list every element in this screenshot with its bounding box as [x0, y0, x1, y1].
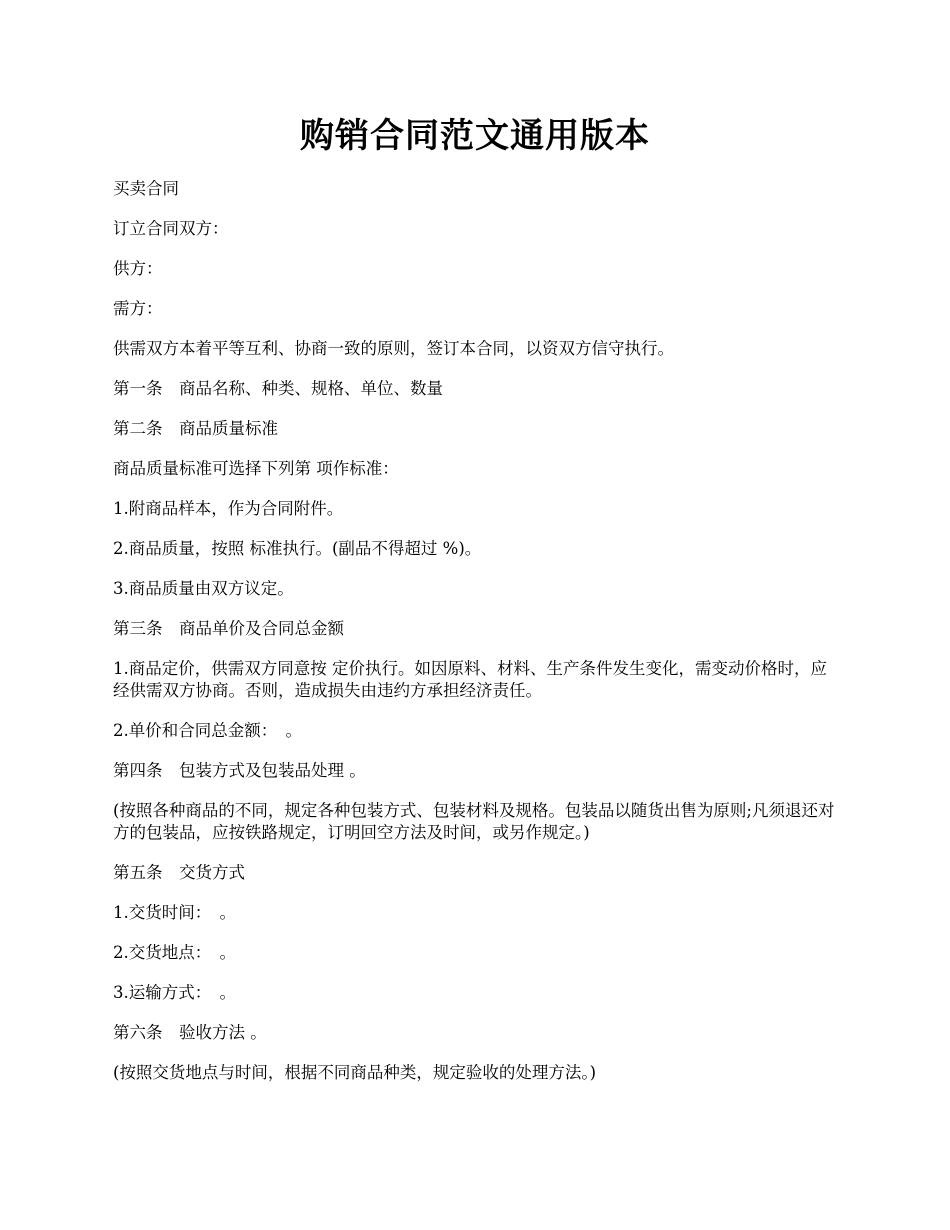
- article-2-item-2: 2.商品质量，按照 标准执行。(副品不得超过 %)。: [113, 539, 482, 558]
- article-2-heading: 第二条 商品质量标准: [113, 419, 278, 438]
- paragraph-preamble: 供需双方本着平等互利、协商一致的原则，签订本合同，以资双方信守执行。: [113, 339, 674, 358]
- article-2-intro: 商品质量标准可选择下列第 项作标准：: [113, 459, 399, 478]
- article-5-item-1: 1.交货时间： 。: [113, 903, 236, 922]
- paragraph-buyer: 需方：: [113, 299, 163, 318]
- article-3-heading: 第三条 商品单价及合同总金额: [113, 619, 344, 638]
- article-6-note: (按照交货地点与时间，根据不同商品种类，规定验收的处理方法。): [113, 1063, 597, 1082]
- paragraph-supplier: 供方：: [113, 259, 163, 278]
- article-1-heading: 第一条 商品名称、种类、规格、单位、数量: [113, 379, 443, 398]
- article-6-heading: 第六条 验收方法 。: [113, 1023, 267, 1042]
- article-2-item-1: 1.附商品样本，作为合同附件。: [113, 499, 344, 518]
- paragraph-contract-type: 买卖合同: [113, 179, 179, 198]
- article-5-heading: 第五条 交货方式: [113, 863, 245, 882]
- article-4-heading: 第四条 包装方式及包装品处理 。: [113, 761, 366, 780]
- article-4-note: (按照各种商品的不同，规定各种包装方式、包装材料及规格。包装品以随货出售为原则;凡须退还对方的包装品，应按铁路规定，订明回空方法及时间，或另作规定。): [113, 801, 835, 842]
- article-5-item-2: 2.交货地点： 。: [113, 943, 236, 962]
- document-body: [113, 178, 843, 1102]
- article-3-item-1: 1.商品定价，供需双方同意按 定价执行。如因原料、材料、生产条件发生变化，需变动价格时，应经供需双方协商。否则，造成损失由违约方承担经济责任。: [113, 659, 827, 700]
- paragraph-parties-heading: 订立合同双方：: [113, 219, 229, 238]
- article-5-item-3: 3.运输方式： 。: [113, 983, 236, 1002]
- document-title: 购销合同范文通用版本: [300, 116, 650, 156]
- article-2-item-3: 3.商品质量由双方议定。: [113, 579, 294, 598]
- article-3-item-2: 2.单价和合同总金额： 。: [113, 721, 302, 740]
